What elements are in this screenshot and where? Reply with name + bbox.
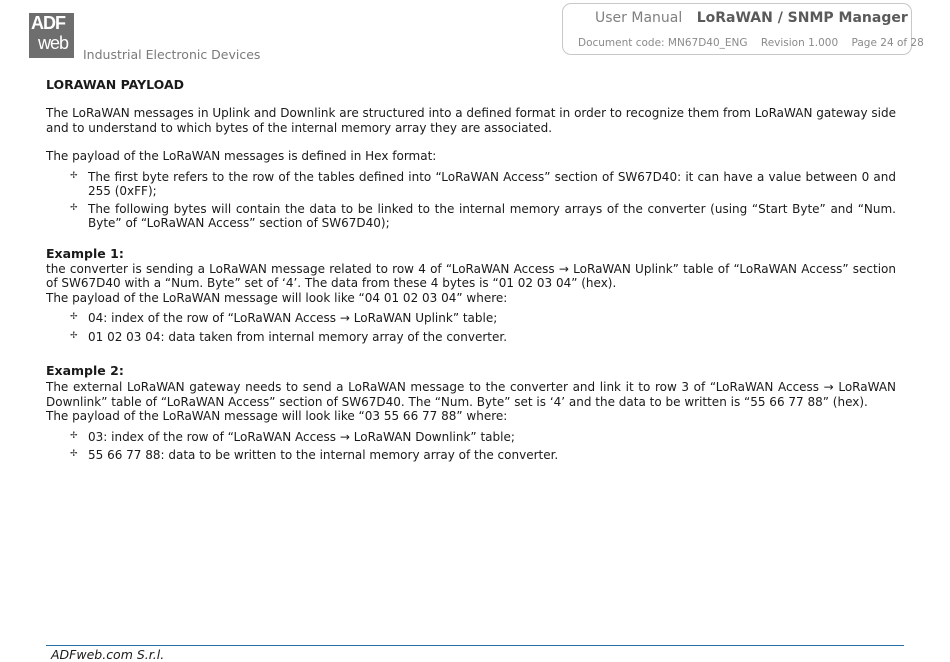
bullet-icon: ✢ bbox=[70, 330, 78, 341]
document-code: Document code: MN67D40_ENG bbox=[578, 37, 748, 49]
list-item bbox=[46, 311, 896, 326]
example1-text: the converter is sending a LoRaWAN message related to row 4 of “LoRaWAN Access → LoRaWAN Uplink” table of “LoRaWAN Access” section of SW67D40 with a “Num. Byte” set of ‘4’. The data from these 4 bytes is “01 02 03 04” (hex). bbox=[46, 261, 896, 290]
payload-list bbox=[46, 170, 896, 231]
example2-title: Example 2: bbox=[46, 363, 124, 378]
header-meta bbox=[578, 37, 924, 49]
user-manual-label: User Manual bbox=[595, 10, 683, 26]
revision: Revision 1.000 bbox=[760, 37, 839, 49]
bullet-icon: ✢ bbox=[70, 170, 78, 181]
page-number: Page 24 of 28 bbox=[851, 37, 924, 49]
bullet-icon: ✢ bbox=[70, 312, 78, 322]
list-item-text: The following bytes will contain the data to be linked to the internal memory arrays of the converter (using “Start Byte” and “Num. Byte” of “LoRaWAN Access” section of SW67D40); bbox=[88, 201, 896, 230]
list-item-text: 04: index of the row of “LoRaWAN Access → LoRaWAN Uplink” table; bbox=[88, 311, 498, 325]
footer-divider bbox=[46, 645, 904, 646]
list-item bbox=[46, 202, 896, 231]
bullet-icon: ✢ bbox=[70, 430, 78, 441]
list-item-text: 03: index of the row of “LoRaWAN Access → LoRaWAN Downlink” table; bbox=[88, 429, 515, 444]
intro-paragraph: The LoRaWAN messages in Uplink and Downlink are structured into a defined format in order to recognize them from LoRaWAN gateway side and to understand to which bytes of the internal memory array they are associated. bbox=[46, 106, 896, 135]
payload-intro: The payload of the LoRaWAN messages is defined in Hex format: bbox=[46, 149, 437, 163]
list-item-text: 55 66 77 88: data to be written to the internal memory array of the converter. bbox=[88, 448, 559, 462]
bullet-icon: ✢ bbox=[70, 449, 78, 459]
header-title bbox=[595, 10, 908, 26]
footer-company: ADFweb.com S.r.l. bbox=[51, 647, 165, 662]
example1-list bbox=[46, 311, 896, 344]
page-content bbox=[46, 77, 896, 463]
example2-payload-line: The payload of the LoRaWAN message will look like “03 55 66 77 88” where: bbox=[46, 409, 508, 423]
bullet-icon: ✢ bbox=[70, 202, 78, 213]
list-item-text: 01 02 03 04: data taken from internal memory array of the converter. bbox=[88, 329, 508, 344]
example2-list bbox=[46, 430, 896, 463]
list-item bbox=[46, 170, 896, 199]
company-tagline: Industrial Electronic Devices bbox=[83, 47, 261, 62]
logo-line1: ADF bbox=[31, 13, 65, 33]
example1-title: Example 1: bbox=[46, 245, 124, 261]
document-header-box bbox=[562, 3, 924, 55]
list-item bbox=[46, 448, 896, 463]
section-title: LORAWAN PAYLOAD bbox=[46, 77, 185, 92]
product-title: LoRaWAN / SNMP Manager bbox=[696, 10, 908, 26]
adfweb-logo bbox=[29, 13, 74, 58]
list-item-text: The first byte refers to the row of the tables defined into “LoRaWAN Access” section of SW67D40: it can have a value between 0 and 255 (0xFF); bbox=[88, 169, 896, 198]
list-item bbox=[46, 330, 896, 345]
list-item bbox=[46, 430, 896, 445]
example1-payload-line: The payload of the LoRaWAN message will look like “04 01 02 03 04” where: bbox=[46, 290, 508, 305]
logo-line2: web bbox=[38, 33, 69, 53]
example2-text: The external LoRaWAN gateway needs to send a LoRaWAN message to the converter and link it to row 3 of “LoRaWAN Access → LoRaWAN Downlink” table of “LoRaWAN Access” section of SW67D40. The “Num. Byte” set is ‘4’ and the data to be written is “55 66 77 88” (hex). bbox=[46, 380, 896, 409]
